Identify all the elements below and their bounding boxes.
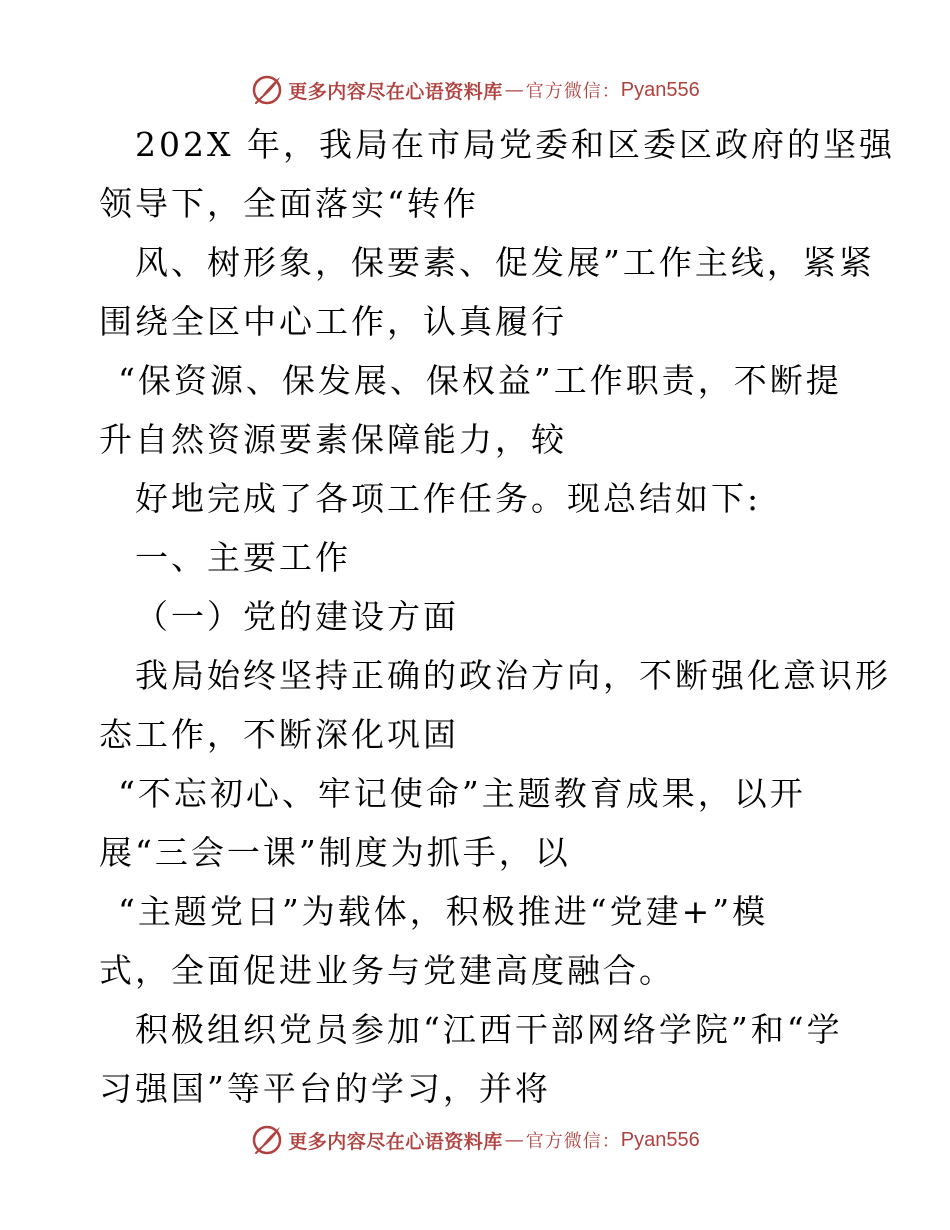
header-official-label: 官方微信： <box>525 81 621 102</box>
footer-wechat-id: Pyan556 <box>620 1128 700 1151</box>
text-line-12: “不忘初心、牢记使命”主题教育成果，以开 <box>118 774 806 813</box>
text-line-1: 202X 年，我局在市局党委和区委区政府的坚强 <box>135 125 895 164</box>
text-line-14: “主题党日”为载体，积极推进“党建+”模 <box>118 892 769 931</box>
text-line-2: 领导下，全面落实“转作 <box>99 184 479 223</box>
text-line-11: 态工作，不断深化巩固 <box>99 715 459 754</box>
text-line-5: “保资源、保发展、保权益”工作职责，不断提 <box>118 361 842 400</box>
text-line-10: 我局始终坚持正确的政治方向，不断强化意识形 <box>135 656 891 695</box>
text-line-7: 好地完成了各项工作任务。现总结如下: <box>135 479 762 518</box>
subsection-heading: （一）党的建设方面 <box>135 597 459 636</box>
footer-banner[interactable] <box>0 1120 950 1160</box>
header-dash: — <box>504 79 524 101</box>
header-banner[interactable] <box>0 70 950 110</box>
section-heading: 一、主要工作 <box>135 538 351 577</box>
footer-official-label: 官方微信： <box>525 1131 621 1152</box>
quill-logo-icon <box>250 73 284 107</box>
header-wechat-id: Pyan556 <box>620 78 700 101</box>
text-line-4: 围绕全区中心工作，认真履行 <box>99 302 567 341</box>
quill-logo-icon <box>250 1123 284 1157</box>
text-line-17: 习强国”等平台的学习，并将 <box>99 1069 551 1108</box>
footer-slogan: 更多内容尽在心语资料库 <box>288 1130 503 1153</box>
text-line-16: 积极组织党员参加“江西干部网络学院”和“学 <box>135 1010 843 1049</box>
header-slogan: 更多内容尽在心语资料库 <box>288 80 503 103</box>
text-line-3: 风、树形象，保要素、促发展”工作主线，紧紧 <box>135 243 875 282</box>
text-line-13: 展“三会一课”制度为抓手，以 <box>99 833 571 872</box>
text-line-15: 式，全面促进业务与党建高度融合。 <box>99 951 675 990</box>
text-line-6: 升自然资源要素保障能力，较 <box>99 420 567 459</box>
footer-dash: — <box>504 1129 524 1151</box>
